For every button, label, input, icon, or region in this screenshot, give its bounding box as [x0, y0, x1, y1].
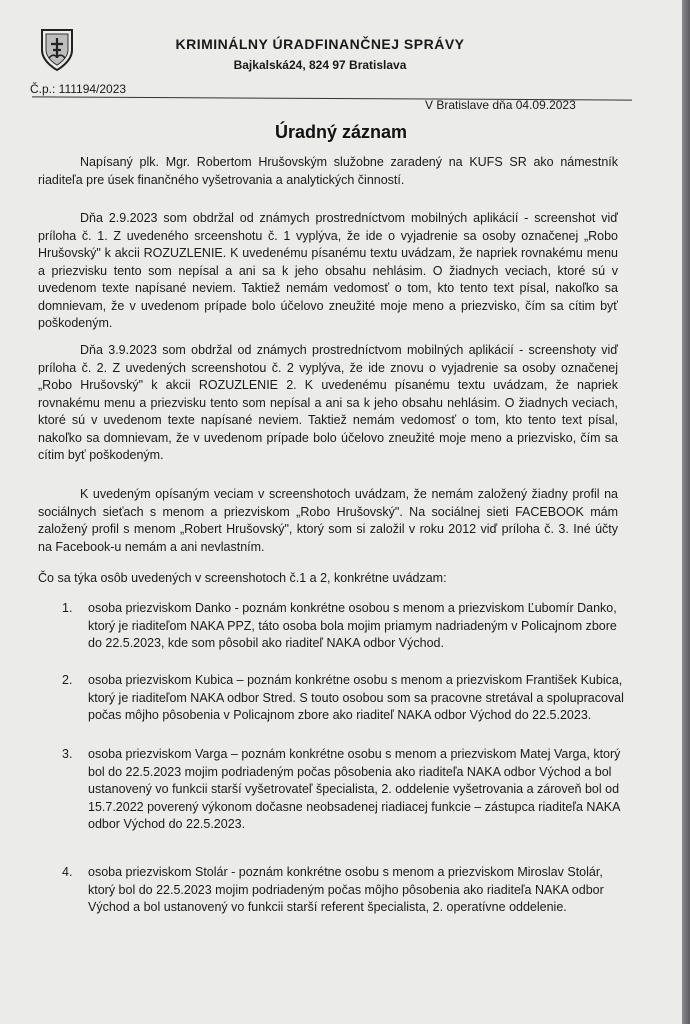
paragraph-2: Dňa 3.9.2023 som obdržal od známych prostredníctvom mobilných aplikácií - screenshoty viď príloha č. 2. Z uvedených screenshotou č. 2 vyplýva, že ide znovu o vyjadrenie sa osoby označenej „Robo Hrušovský" k akcii ROZUZLENIE 2. K uvedenému písanému textu uvádzam, že napriek rovnakému menu a priezvisku tento som nepísal a ani sa k jeho obsahu nehlásim. O žiadnych veciach, ktoré sú v uvedenom texte napísané neviem. Taktiež nemám vedomosť o tom, kto tento text písal, nakoľko sa domnievam, že v uvedenom prípade bolo účelovo zneužité moje meno a priezvisko, čím sa cítim byť poškodeným. — [38, 343, 618, 462]
coat-of-arms-logo — [38, 26, 76, 72]
list-number: 4. — [62, 865, 73, 879]
list-number: 2. — [62, 673, 73, 687]
list-text: osoba priezviskom Kubica – poznám konkrétne osobu s menom a priezviskom František Kubica, ktorý je riaditeľom NAKA odbor Stred. S touto osobou som sa pracovne stretával a spolupracoval počas môjho pôsobenia v Policajnom zbore ako riaditeľ NAKA odbor Východ do 22.5.2023. — [88, 673, 624, 722]
list-item — [62, 600, 632, 653]
document-date: V Bratislave dňa 04.09.2023 — [425, 98, 576, 112]
list-text: osoba priezviskom Varga – poznám konkrétne osobu s menom a priezviskom Matej Varga, ktorý bol do 22.5.2023 mojim podriadeným počas pôsobenia ako riaditeľa NAKA odbor Východ a bol ustanovený vo funkcii starší vyšetrovateľ špecialista, 2. oddelenie vyšetrovania a zároveň bol od 15.7.2022 poverený výkonom dočasne neobsadenej riadiacej funkcie – zástupca riaditeľa NAKA odbor Východ do 22.5.2023. — [88, 747, 621, 831]
list-text: osoba priezviskom Danko - poznám konkrétne osobou s menom a priezviskom Ľubomír Danko, ktorý je riaditeľom NAKA PPZ, táto osoba bola mojim priamym nadriadeným v Policajnom zbore do 22.5.2023, kde som pôsobil ako riaditeľ NAKA odbor Východ. — [88, 601, 617, 650]
page-edge — [682, 0, 690, 1024]
paragraph-3: K uvedeným opísaným veciam v screenshotoch uvádzam, že nemám založený žiadny profil na sociálnych sieťach s menom a priezviskom „Robo Hrušovský". Na sociálnej sieti FACEBOOK mám založený profil s menom „Robert Hrušovský", ktorý som si založil v roku 2012 viď príloha č. 3. Iné účty na Facebook-u nemám a ani nevlastním. — [38, 487, 618, 554]
organization-header — [170, 36, 470, 72]
intro-paragraph: Napísaný plk. Mgr. Robertom Hrušovským služobne zaradený na KUFS SR ako námestník riaditeľa pre úsek finančného vyšetrovania a analytických činností. — [38, 155, 618, 187]
organization-address: Bajkalská24, 824 97 Bratislava — [233, 58, 407, 72]
list-item — [62, 746, 632, 834]
list-item — [62, 672, 632, 725]
reference-number: Č.p.: 111194/2023 — [30, 82, 127, 96]
paragraph-1: Dňa 2.9.2023 som obdržal od známych prostredníctvom mobilných aplikácií - screenshot viď príloha č. 1. Z uvedeného srceenshotu č. 1 vyplýva, že ide o vyjadrenie sa osoby označenej „Robo Hrušovský" k akcii ROZUZLENIE. K uvedenému písanému textu uvádzam, že napriek rovnakému menu a priezvisku tento som nepísal a ani sa k jeho obsahu nehlásim. O žiadnych veciach, ktoré sú v uvedenom texte napísané neviem. Taktiež nemám vedomosť o tom, kto tento text písal, nakoľko sa domnievam, že v uvedenom prípade bolo účelovo zneužité moje meno a priezvisko, čím sa cítim byť poškodeným. — [38, 211, 618, 330]
list-number: 1. — [62, 601, 73, 615]
list-number: 3. — [62, 747, 73, 761]
paragraph-4: Čo sa týka osôb uvedených v screenshotoch č.1 a 2, konkrétne uvádzam: — [38, 571, 447, 585]
list-text: osoba priezviskom Stolár - poznám konkrétne osobu s menom a priezviskom Miroslav Stolár, ktorý bol do 22.5.2023 mojim podriadeným počas môjho pôsobenia ako riaditeľa NAKA odbor Východ a bol ustanovený vo funkcii starší referent špecialista, 2. operatívne oddelenie. — [88, 865, 604, 914]
organization-name: KRIMINÁLNY ÚRADFINANČNEJ SPRÁVY — [175, 36, 465, 52]
document-title: Úradný záznam — [274, 122, 408, 142]
list-item — [62, 864, 632, 917]
